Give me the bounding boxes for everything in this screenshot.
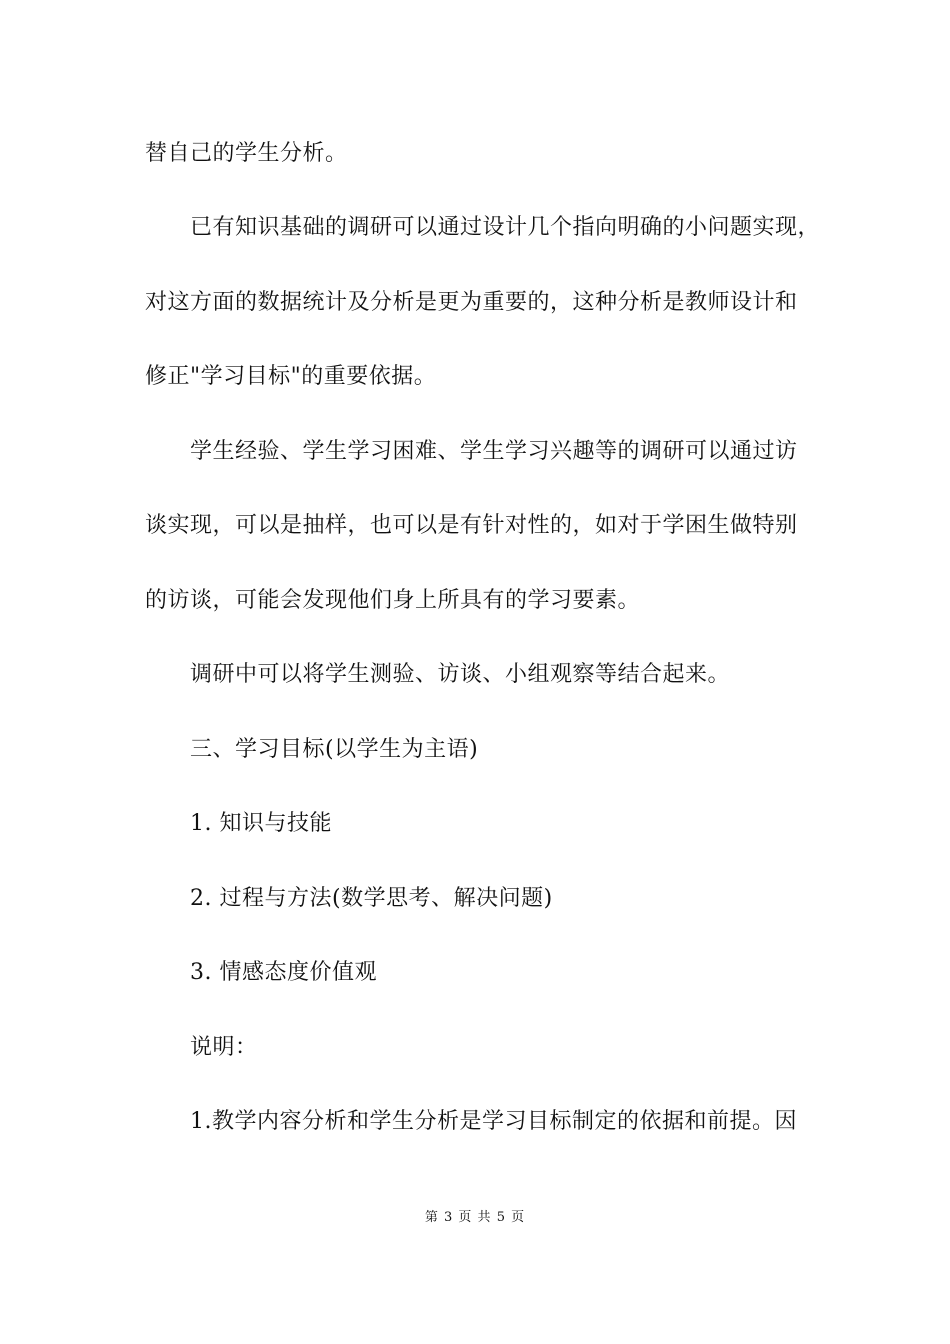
list-item-3: 3. 情感态度价值观 (190, 960, 377, 985)
note-heading: 说明： (190, 1035, 258, 1060)
paragraph-line-6: 谈实现，可以是抽样，也可以是有针对性的，如对于学困生做特别 (145, 513, 798, 538)
paragraph-line-8: 调研中可以将学生测验、访谈、小组观察等结合起来。 (190, 662, 731, 687)
note-item-1: 1.教学内容分析和学生分析是学习目标制定的依据和前提。因 (190, 1109, 797, 1134)
list-item-2: 2. 过程与方法(数学思考、解决问题) (190, 886, 553, 911)
paragraph-line-5: 学生经验、学生学习困难、学生学习兴趣等的调研可以通过访 (190, 439, 798, 464)
paragraph-line-4: 修正"学习目标"的重要依据。 (145, 364, 437, 389)
section-heading: 三、学习目标(以学生为主语) (190, 737, 479, 762)
text-line-1: 替自己的学生分析。 (145, 141, 348, 166)
paragraph-line-3: 对这方面的数据统计及分析是更为重要的，这种分析是教师设计和 (145, 290, 798, 315)
paragraph-line-7: 的访谈，可能会发现他们身上所具有的学习要素。 (145, 588, 641, 613)
paragraph-line-2: 已有知识基础的调研可以通过设计几个指向明确的小问题实现， (190, 215, 821, 240)
list-item-1: 1. 知识与技能 (190, 811, 332, 836)
page-number-footer: 第 3 页 共 5 页 (424, 1210, 526, 1225)
